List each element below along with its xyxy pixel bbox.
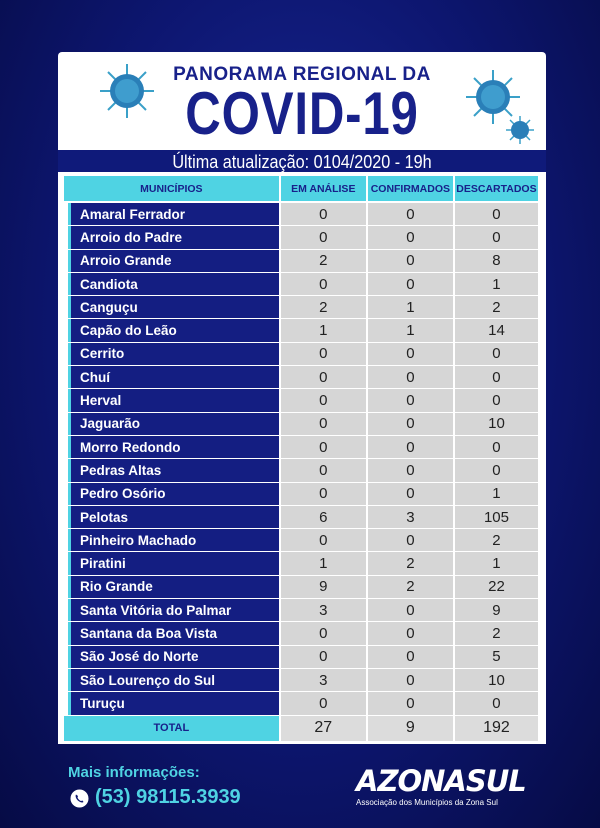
table-row <box>64 343 540 366</box>
confirmados-value: 0 <box>368 203 455 226</box>
municipality-name: Rio Grande <box>64 576 281 599</box>
table-row <box>64 319 540 342</box>
municipality-name: Capão do Leão <box>64 319 281 342</box>
table-row <box>64 599 540 622</box>
confirmados-value: 1 <box>368 319 455 342</box>
municipality-name: Morro Redondo <box>64 436 281 459</box>
confirmados-value: 0 <box>368 226 455 249</box>
table-header-row <box>64 176 540 203</box>
descartados-value: 22 <box>455 576 540 599</box>
confirmados-value: 3 <box>368 506 455 529</box>
total-analise: 27 <box>281 716 368 742</box>
municipality-name: Arroio Grande <box>64 250 281 273</box>
em-analise-value: 0 <box>281 483 368 506</box>
table-row <box>64 669 540 692</box>
total-confirmados: 9 <box>368 716 455 742</box>
confirmados-value: 0 <box>368 366 455 389</box>
municipality-name: Pinheiro Machado <box>64 529 281 552</box>
em-analise-value: 2 <box>281 250 368 273</box>
table-row <box>64 273 540 296</box>
municipality-name: Pelotas <box>64 506 281 529</box>
table-row <box>64 413 540 436</box>
descartados-value: 5 <box>455 646 540 669</box>
header-confirmados: CONFIRMADOS <box>368 176 455 203</box>
header-card <box>58 52 546 154</box>
confirmados-value: 0 <box>368 389 455 412</box>
confirmados-value: 0 <box>368 692 455 715</box>
descartados-value: 2 <box>455 296 540 319</box>
em-analise-value: 0 <box>281 389 368 412</box>
em-analise-value: 0 <box>281 273 368 296</box>
confirmados-value: 0 <box>368 413 455 436</box>
descartados-value: 0 <box>455 343 540 366</box>
confirmados-value: 0 <box>368 622 455 645</box>
municipality-name: Arroio do Padre <box>64 226 281 249</box>
municipality-name: Pedras Altas <box>64 459 281 482</box>
header-em-analise: EM ANÁLISE <box>281 176 368 203</box>
descartados-value: 0 <box>455 389 540 412</box>
em-analise-value: 1 <box>281 552 368 575</box>
em-analise-value: 0 <box>281 436 368 459</box>
municipality-name: Pedro Osório <box>64 483 281 506</box>
descartados-value: 0 <box>455 692 540 715</box>
descartados-value: 0 <box>455 366 540 389</box>
table-row <box>64 646 540 669</box>
table-row <box>64 529 540 552</box>
em-analise-value: 0 <box>281 203 368 226</box>
em-analise-value: 0 <box>281 622 368 645</box>
descartados-value: 2 <box>455 529 540 552</box>
table-row <box>64 506 540 529</box>
confirmados-value: 0 <box>368 250 455 273</box>
confirmados-value: 0 <box>368 436 455 459</box>
azonasul-logo <box>356 764 536 812</box>
confirmados-value: 0 <box>368 529 455 552</box>
em-analise-value: 3 <box>281 669 368 692</box>
municipality-name: Turuçu <box>64 692 281 715</box>
municipality-name: Chuí <box>64 366 281 389</box>
table-row <box>64 552 540 575</box>
last-updated-text: Última atualização: 0104/2020 - 19h <box>172 152 432 172</box>
data-table-container <box>58 172 546 744</box>
logo-subtitle: Associação dos Municípios da Zona Sul <box>356 798 498 807</box>
table-row <box>64 622 540 645</box>
updated-bar <box>58 150 546 174</box>
confirmados-value: 0 <box>368 459 455 482</box>
phone-number: (53) 98115.3939 <box>95 786 241 808</box>
descartados-value: 0 <box>455 436 540 459</box>
table-row <box>64 436 540 459</box>
logo-text: AZONASUL <box>356 764 526 798</box>
em-analise-value: 1 <box>281 319 368 342</box>
municipality-name: Cerrito <box>64 343 281 366</box>
confirmados-value: 1 <box>368 296 455 319</box>
title-small: PANORAMA REGIONAL DA <box>173 64 431 85</box>
em-analise-value: 3 <box>281 599 368 622</box>
em-analise-value: 2 <box>281 296 368 319</box>
descartados-value: 9 <box>455 599 540 622</box>
municipality-name: Jaguarão <box>64 413 281 436</box>
municipality-name: Herval <box>64 389 281 412</box>
info-title: Mais informações: <box>68 764 200 781</box>
confirmados-value: 0 <box>368 599 455 622</box>
confirmados-value: 0 <box>368 669 455 692</box>
municipality-name: Santana da Boa Vista <box>64 622 281 645</box>
confirmados-value: 2 <box>368 552 455 575</box>
em-analise-value: 6 <box>281 506 368 529</box>
descartados-value: 1 <box>455 483 540 506</box>
total-row <box>64 716 540 742</box>
municipality-name: Candiota <box>64 273 281 296</box>
municipality-name: Amaral Ferrador <box>64 203 281 226</box>
confirmados-value: 0 <box>368 646 455 669</box>
descartados-value: 105 <box>455 506 540 529</box>
municipality-name: Santa Vitória do Palmar <box>64 599 281 622</box>
descartados-value: 2 <box>455 622 540 645</box>
em-analise-value: 0 <box>281 366 368 389</box>
descartados-value: 14 <box>455 319 540 342</box>
header-descartados: DESCARTADOS <box>455 176 540 203</box>
confirmados-value: 2 <box>368 576 455 599</box>
em-analise-value: 0 <box>281 459 368 482</box>
confirmados-value: 0 <box>368 273 455 296</box>
municipality-name: Canguçu <box>64 296 281 319</box>
municipality-name: São José do Norte <box>64 646 281 669</box>
header-municipios: MUNICÍPIOS <box>64 176 281 203</box>
descartados-value: 0 <box>455 226 540 249</box>
table-row <box>64 366 540 389</box>
table-row <box>64 389 540 412</box>
page-title: COVID-19 <box>185 80 419 147</box>
em-analise-value: 0 <box>281 646 368 669</box>
descartados-value: 0 <box>455 459 540 482</box>
table-row <box>64 459 540 482</box>
table-row <box>64 203 540 226</box>
municipalities-table <box>64 176 540 742</box>
municipality-name: Piratini <box>64 552 281 575</box>
table-row <box>64 226 540 249</box>
em-analise-value: 0 <box>281 529 368 552</box>
municipality-name: São Lourenço do Sul <box>64 669 281 692</box>
em-analise-value: 9 <box>281 576 368 599</box>
descartados-value: 1 <box>455 552 540 575</box>
table-row <box>64 692 540 715</box>
em-analise-value: 0 <box>281 413 368 436</box>
descartados-value: 0 <box>455 203 540 226</box>
em-analise-value: 0 <box>281 692 368 715</box>
confirmados-value: 0 <box>368 343 455 366</box>
table-row <box>64 576 540 599</box>
table-row <box>64 250 540 273</box>
total-label: TOTAL <box>64 716 281 742</box>
descartados-value: 10 <box>455 413 540 436</box>
descartados-value: 10 <box>455 669 540 692</box>
confirmados-value: 0 <box>368 483 455 506</box>
total-descartados: 192 <box>455 716 540 742</box>
table-row <box>64 296 540 319</box>
whatsapp-icon <box>70 789 89 808</box>
virus-icon <box>504 114 536 146</box>
em-analise-value: 0 <box>281 343 368 366</box>
descartados-value: 1 <box>455 273 540 296</box>
table-row <box>64 483 540 506</box>
em-analise-value: 0 <box>281 226 368 249</box>
descartados-value: 8 <box>455 250 540 273</box>
